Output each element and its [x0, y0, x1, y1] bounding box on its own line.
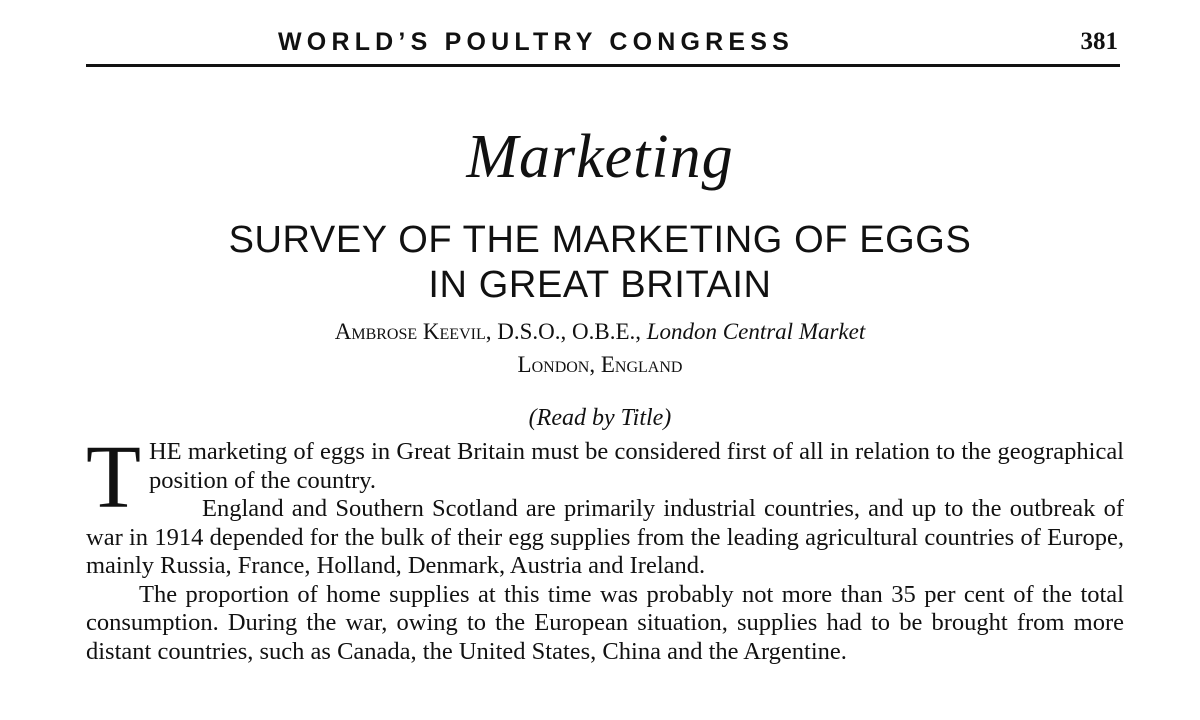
author-honours: D.S.O., O.B.E.,	[491, 319, 647, 344]
author-byline	[0, 317, 1200, 347]
body-paragraph-3: The proportion of home supplies at this time was probably not more than 35 per cent of the total consumption. During the war, owing to the European situation, supplies had to be brought from more distant countries, such as Canada, the United States, China and the Argentine.	[86, 580, 1124, 665]
body-paragraph-2: England and Southern Scotland are primarily industrial countries, and up to the outbreak of war in 1914 depended for the bulk of their egg supplies from the leading agricultural countries of Europe, mainly Russia, France, Holland, Denmark, Austria and Ireland.	[86, 495, 1124, 579]
read-by-title-note: (Read by Title)	[528, 405, 672, 431]
running-head-title: WORLD’S POULTRY CONGRESS	[278, 28, 795, 56]
section-title: Marketing	[466, 123, 734, 191]
running-head	[86, 26, 1118, 58]
article-body	[86, 428, 1124, 666]
article-title	[0, 218, 1200, 308]
author-location: London, England	[517, 352, 683, 377]
body-paragraph-1	[86, 428, 1124, 527]
author-name: Ambrose Keevil,	[334, 319, 492, 344]
drop-cap-letter: T	[86, 428, 141, 527]
header-rule-divider	[86, 64, 1120, 67]
author-affiliation: London Central Market	[646, 319, 866, 344]
article-title-line-2: IN GREAT BRITAIN	[428, 264, 772, 306]
article-title-line-1: SURVEY OF THE MARKETING OF EGGS	[228, 219, 972, 261]
body-paragraph-1-text: HE marketing of eggs in Great Britain must be considered first of all in relation to the geographical position of the country.	[148, 438, 1124, 494]
page-number: 381	[1080, 28, 1118, 55]
